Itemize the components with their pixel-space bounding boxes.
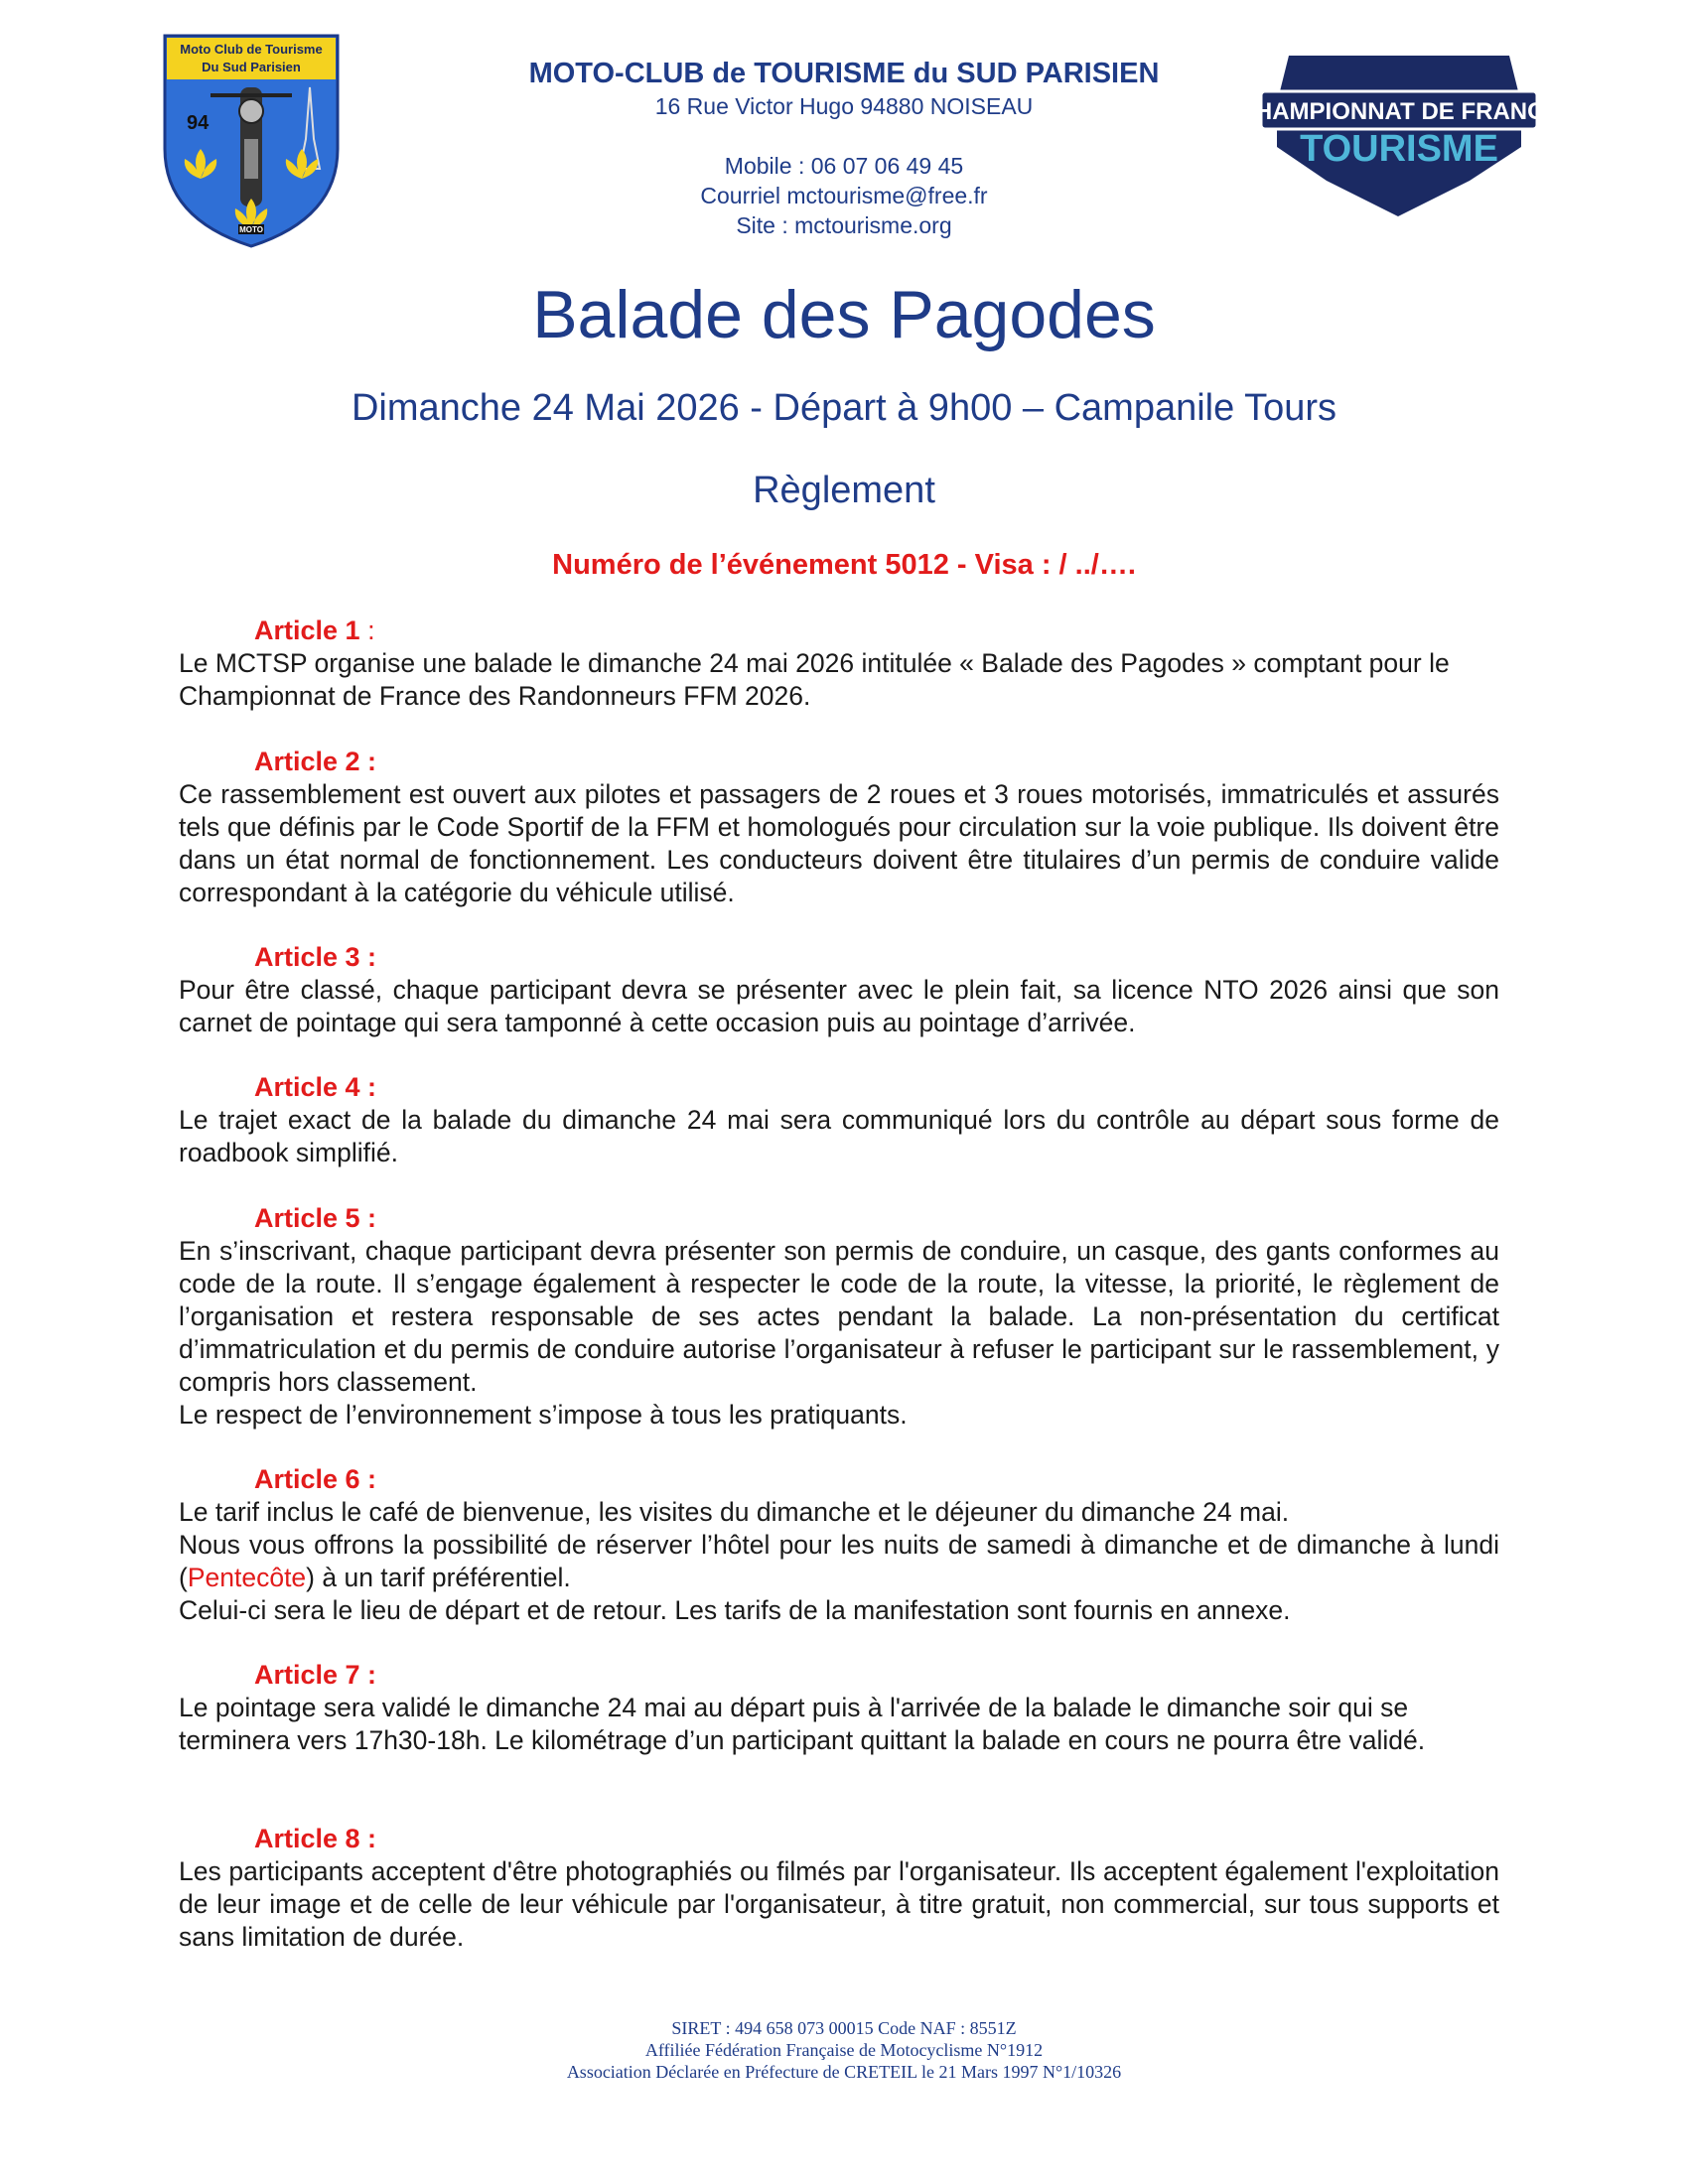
logo-number: 94 [187, 112, 210, 134]
badge-line1: CHAMPIONNAT DE FRANCE [1237, 98, 1561, 125]
article-heading: Article 1 : [254, 615, 375, 645]
article-paragraph: Le MCTSP organise une balade le dimanche 24 mai 2026 intitulée « Balade des Pagodes » comptant pour le Championnat de France des Randonneurs FFM 2026. [179, 648, 1450, 711]
article-paragraph: Les participants acceptent d'être photographiés ou filmés par l'organisateur. Ils acceptent également l'exploitation de leur image et de celle de leur véhicule par l'organisateur, à titre gratuit, non commercial, sur tous supports et sans limitation de durée. [179, 1856, 1499, 1952]
club-site: Site : mctourisme.org [736, 212, 952, 238]
article-3 [179, 940, 1499, 1039]
article-2 [179, 745, 1499, 909]
page-title: Balade des Pagodes [532, 277, 1156, 352]
club-shield-logo [161, 30, 342, 250]
article-8 [179, 1822, 1499, 1954]
article-body [179, 778, 1499, 909]
page-footer [0, 2017, 1688, 2083]
article-6 [179, 1462, 1499, 1627]
article-paragraph: Le trajet exact de la balade du dimanche 24 mai sera communiqué lors du contrôle au départ sous forme de roadbook simplifié. [179, 1105, 1499, 1167]
article-body [179, 974, 1499, 1039]
logo-text-line1: Moto Club de Tourisme [180, 42, 323, 57]
article-heading: Article 2 : [254, 747, 377, 776]
article-paragraph: Le tarif inclus le café de bienvenue, les visites du dimanche et le déjeuner du dimanche 24 mai. [179, 1497, 1290, 1527]
highlight-pentecote: Pentecôte [187, 1563, 307, 1592]
section-title: Règlement [753, 470, 935, 511]
article-paragraph: Nous vous offrons la possibilité de réserver l’hôtel pour les nuits de samedi à dimanche et de dimanche à lundi (Pentecôte) à un tarif préférentiel. [179, 1530, 1499, 1592]
club-mobile: Mobile : 06 07 06 49 45 [724, 153, 964, 179]
club-address: 16 Rue Victor Hugo 94880 NOISEAU [654, 93, 1034, 119]
badge-line2: TOURISME [1300, 128, 1498, 170]
logo-text-line2: Du Sud Parisien [202, 60, 301, 74]
article-paragraph: Le respect de l’environnement s’impose à tous les pratiquants. [179, 1400, 908, 1430]
article-1 [179, 614, 1499, 713]
article-body [179, 1855, 1499, 1954]
article-heading: Article 4 : [254, 1072, 377, 1102]
championship-badge-logo [1237, 52, 1561, 220]
article-body [179, 647, 1499, 713]
article-paragraph: Celui-ci sera le lieu de départ et de retour. Les tarifs de la manifestation sont fournis en annexe. [179, 1595, 1291, 1625]
club-email: Courriel mctourisme@free.fr [700, 183, 988, 208]
event-number: Numéro de l’événement 5012 - Visa : / ../…. [552, 549, 1136, 581]
club-name: MOTO-CLUB de TOURISME du SUD PARISIEN [528, 58, 1160, 89]
article-body [179, 1692, 1499, 1757]
article-4 [179, 1070, 1499, 1169]
article-7 [179, 1658, 1499, 1757]
article-paragraph: Pour être classé, chaque participant devra se présenter avec le plein fait, sa licence NTO 2026 ainsi que son carnet de pointage qui sera tamponné à cette occasion puis au pointage d’arrivée. [179, 975, 1499, 1037]
article-body [179, 1104, 1499, 1169]
event-subtitle: Dimanche 24 Mai 2026 - Départ à 9h00 – Campanile Tours [351, 387, 1337, 429]
article-heading: Article 3 : [254, 942, 377, 972]
article-heading: Article 5 : [254, 1203, 377, 1233]
article-heading: Article 8 : [254, 1824, 377, 1853]
article-heading: Article 7 : [254, 1660, 377, 1690]
article-heading: Article 6 : [254, 1464, 377, 1494]
article-body [179, 1496, 1499, 1627]
footer-affiliation: Affiliée Fédération Française de Motocyclisme N°1912 [644, 2040, 1044, 2060]
footer-association: Association Déclarée en Préfecture de CRETEIL le 21 Mars 1997 N°1/10326 [566, 2062, 1122, 2082]
club-header [467, 56, 1221, 240]
logo-small-text: MOTO [239, 225, 263, 234]
article-5 [179, 1201, 1499, 1432]
article-paragraph: En s’inscrivant, chaque participant devra présenter son permis de conduire, un casque, des gants conformes au code de la route. Il s’engage également à respecter le code de la route, la vitesse, la priorité, le règlement de l’organisation et restera responsable de ses actes pendant la balade. La non-présentation du certificat d’immatriculation et du permis de conduire autorise l’organisateur à refuser le participant sur le rassemblement, y compris hors classement. [179, 1236, 1499, 1397]
article-paragraph: Le pointage sera validé le dimanche 24 mai au départ puis à l'arrivée de la balade le dimanche soir qui se terminera vers 17h30-18h. Le kilométrage d’un participant quittant la balade en cours ne pourra être validé. [179, 1693, 1426, 1755]
article-body [179, 1235, 1499, 1432]
article-paragraph: Ce rassemblement est ouvert aux pilotes et passagers de 2 roues et 3 roues motorisés, immatriculés et assurés tels que définis par le Code Sportif de la FFM et homologués pour circulation sur la voie publique. Ils doivent être dans un état normal de fonctionnement. Les conducteurs doivent être titulaires d’un permis de conduire valide correspondant à la catégorie du véhicule utilisé. [179, 779, 1499, 907]
footer-siret: SIRET : 494 658 073 00015 Code NAF : 8551Z [671, 2018, 1017, 2038]
